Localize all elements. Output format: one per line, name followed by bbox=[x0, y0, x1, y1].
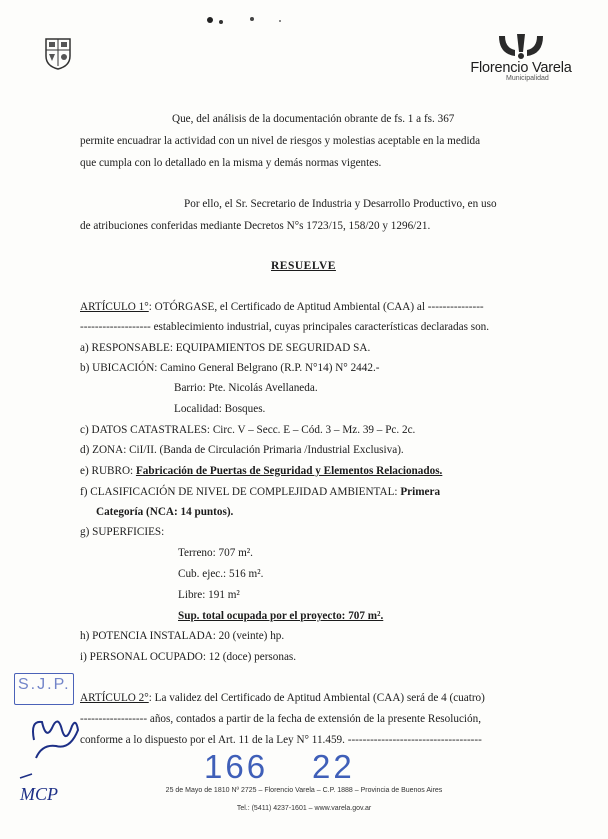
paragraph-1-line-1: Que, del análisis de la documentación obrante de fs. 1 a fs. 367 bbox=[172, 113, 455, 125]
logo-name: Florencio Varela bbox=[470, 60, 572, 76]
article-1-line-1 bbox=[80, 300, 484, 314]
paragraph-2-line-1: Por ello, el Sr. Secretario de Industria y Desarrollo Productivo, en uso bbox=[184, 198, 497, 210]
article-2-text: : La validez del Certificado de Aptitud Ambiental (CAA) será de 4 (cuatro) bbox=[148, 692, 485, 704]
paragraph-2-line-2: de atribuciones conferidas mediante Decretos N°s 1723/15, 158/20 y 1296/21. bbox=[80, 220, 431, 232]
item-a-responsable: a) RESPONSABLE: EQUIPAMIENTOS DE SEGURIDAD SA. bbox=[80, 342, 371, 354]
article-2-line-3: conforme a lo dispuesto por el Art. 11 de la Ley N° 11.459. ------------------------------------ bbox=[80, 734, 482, 746]
stamp-text: S.J.P. bbox=[18, 676, 71, 693]
scan-marks bbox=[204, 14, 284, 28]
article-1-text: : OTÓRGASE, el Certificado de Aptitud Ambiental (CAA) al --------------- bbox=[148, 301, 484, 313]
handwritten-initials: MCP bbox=[20, 784, 58, 804]
item-b-barrio: Barrio: Pte. Nicolás Avellaneda. bbox=[174, 382, 318, 394]
item-b-localidad: Localidad: Bosques. bbox=[174, 403, 266, 415]
florencio-varela-logo bbox=[466, 30, 576, 90]
item-g-superficies: g) SUPERFICIES: bbox=[80, 526, 165, 538]
item-c-datos-catastrales: c) DATOS CATASTRALES: Circ. V – Secc. E – Cód. 3 – Mz. 39 – Pc. 2c. bbox=[80, 424, 416, 436]
resolution-number-part-2: 22 bbox=[312, 748, 355, 785]
superficie-total: Sup. total ocupada por el proyecto: 707 m². bbox=[178, 610, 384, 622]
item-f-label: f) CLASIFICACIÓN DE NIVEL DE COMPLEJIDAD AMBIENTAL: bbox=[80, 486, 401, 498]
superficie-libre: Libre: 191 m² bbox=[178, 589, 240, 601]
resolution-number-part-1: 166 bbox=[204, 748, 269, 785]
item-f-clasificacion bbox=[80, 485, 440, 499]
footer-address: 25 de Mayo de 1810 Nº 2725 – Florencio Varela – C.P. 1888 – Provincia de Buenos Aires bbox=[165, 787, 443, 794]
logo-mark-icon bbox=[493, 30, 549, 60]
item-d-zona: d) ZONA: CiI/II. (Banda de Circulación Primaria /Industrial Exclusiva). bbox=[80, 444, 404, 456]
footer-contact: Tel.: (5411) 4237-1601 – www.varela.gov.ar bbox=[236, 805, 372, 812]
article-1-label: ARTÍCULO 1° bbox=[80, 301, 149, 313]
municipal-crest-icon bbox=[44, 36, 72, 70]
paragraph-1-line-2: permite encuadrar la actividad con un nivel de riesgos y molestias aceptable en la medida bbox=[80, 135, 481, 147]
article-2-line-2: ------------------ años, contados a partir de la fecha de extensión de la presente Resolución, bbox=[80, 713, 482, 725]
item-f-categoria: Categoría (NCA: 14 puntos). bbox=[96, 506, 234, 518]
superficie-terreno: Terreno: 707 m². bbox=[178, 547, 253, 559]
superficie-cubierta: Cub. ejec.: 516 m². bbox=[178, 568, 264, 580]
resuelve-heading: RESUELVE bbox=[271, 260, 336, 272]
logo-subtitle: Municipalidad bbox=[506, 75, 549, 82]
item-b-ubicacion: b) UBICACIÓN: Camino General Belgrano (R.P. N°14) N° 2442.- bbox=[80, 362, 380, 374]
item-h-potencia: h) POTENCIA INSTALADA: 20 (veinte) hp. bbox=[80, 630, 285, 642]
item-e-rubro bbox=[80, 464, 442, 478]
item-f-value: Primera bbox=[400, 486, 441, 498]
item-e-label: e) RUBRO: bbox=[80, 465, 136, 477]
article-2-line-1 bbox=[80, 691, 485, 705]
item-e-value: Fabricación de Puertas de Seguridad y Elementos Relacionados. bbox=[135, 465, 443, 477]
article-1-line-2: ------------------- establecimiento industrial, cuyas principales características declaradas son. bbox=[80, 321, 490, 333]
article-2-label: ARTÍCULO 2° bbox=[80, 692, 149, 704]
paragraph-1-line-3: que cumpla con lo detallado en la misma y demás normas vigentes. bbox=[80, 157, 382, 169]
item-i-personal: i) PERSONAL OCUPADO: 12 (doce) personas. bbox=[80, 651, 297, 663]
